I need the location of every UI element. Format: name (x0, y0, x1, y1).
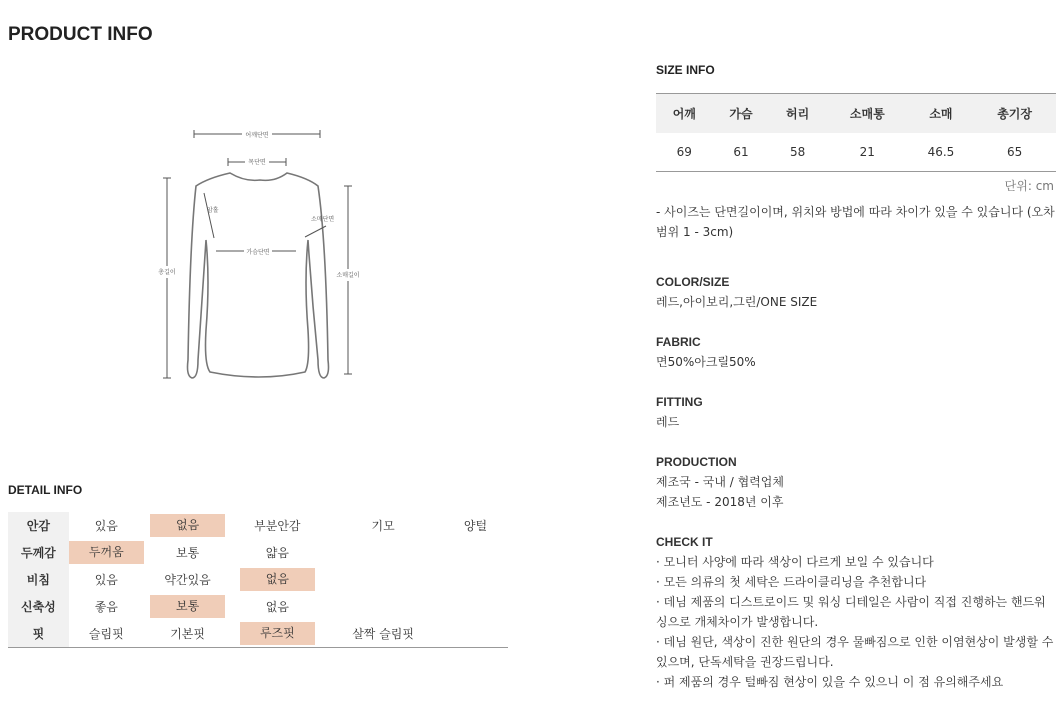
size-header-cell: 가슴 (713, 94, 770, 134)
detail-option-selected: 루즈핏 (240, 622, 315, 645)
chest-label: 가슴단면 (246, 249, 270, 256)
check-list (656, 552, 1056, 692)
detail-option (323, 539, 443, 566)
page-title: PRODUCT INFO (8, 24, 153, 45)
size-header-cell: 소매 (909, 94, 974, 134)
sleeve-length-label: 소매길이 (336, 272, 360, 279)
detail-option-text: 약간있음 (164, 573, 211, 587)
detail-option (443, 620, 508, 648)
detail-option (144, 593, 232, 620)
detail-row-label: 신축성 (8, 593, 69, 620)
sleeve-width-label: 소매단면 (311, 216, 335, 223)
size-info-table (656, 93, 1056, 172)
detail-option-text: 얇음 (265, 546, 289, 560)
check-item: · 데님 제품의 디스트로이드 및 워싱 디테일은 사람이 직접 진행하는 핸드워싱으로 개체차이가 발생합니다. (656, 595, 1046, 629)
detail-option-text: 기본핏 (170, 627, 205, 641)
detail-option (144, 566, 232, 593)
size-info-title: SIZE INFO (656, 63, 715, 77)
detail-option (144, 539, 232, 566)
shoulder-label: 어깨단면 (245, 132, 269, 139)
detail-option (69, 566, 144, 593)
check-it-heading: CHECK IT (656, 535, 713, 549)
detail-option (323, 566, 443, 593)
detail-option-selected: 보통 (150, 595, 225, 618)
fitting-value: 레드 (656, 415, 680, 429)
unit-label: 단위: cm (1004, 179, 1054, 193)
size-value-cell: 21 (826, 133, 909, 172)
detail-option (231, 512, 323, 539)
detail-option-text: 슬림핏 (88, 627, 124, 641)
detail-info-title: DETAIL INFO (8, 483, 83, 497)
detail-option (231, 620, 323, 648)
size-header-cell: 총기장 (973, 94, 1056, 134)
production-country: 제조국 - 국내 / 협력업체 (656, 475, 784, 489)
detail-option (231, 593, 323, 620)
detail-option-text: 보통 (176, 546, 200, 560)
garment-diagram (150, 120, 380, 390)
detail-option (231, 539, 323, 566)
detail-row (8, 620, 508, 648)
detail-option-text: 살짝 슬림핏 (352, 627, 414, 641)
detail-option (323, 620, 443, 648)
size-header-cell: 허리 (769, 94, 826, 134)
detail-row (8, 539, 508, 566)
production-year: 제조년도 - 2018년 이후 (656, 495, 784, 509)
size-value-cell: 58 (769, 133, 826, 172)
size-value-cell: 61 (713, 133, 770, 172)
fabric-heading: FABRIC (656, 335, 701, 349)
check-item: · 퍼 제품의 경우 털빠짐 현상이 있을 수 있으니 이 점 유의해주세요 (656, 675, 1004, 689)
detail-option-text: 양털 (463, 519, 488, 533)
size-header-cell: 어깨 (656, 94, 713, 134)
detail-option-text: 좋음 (94, 600, 118, 614)
check-item: · 모니터 사양에 따라 색상이 다르게 보일 수 있습니다 (656, 555, 934, 569)
size-header-cell: 소매통 (826, 94, 909, 134)
detail-row-label: 비침 (8, 566, 69, 593)
detail-row (8, 566, 508, 593)
detail-option (69, 512, 144, 539)
detail-option (443, 512, 508, 539)
total-length-label: 총길이 (158, 269, 176, 276)
detail-row-label: 핏 (8, 620, 69, 648)
detail-option-text: 없음 (265, 600, 289, 614)
size-value-cell: 65 (973, 133, 1056, 172)
detail-row-label: 두께감 (8, 539, 69, 566)
detail-option-text: 있음 (94, 573, 118, 587)
detail-option-text: 있음 (94, 519, 118, 533)
detail-row (8, 593, 508, 620)
color-size-heading: COLOR/SIZE (656, 275, 730, 289)
check-item: · 모든 의류의 첫 세탁은 드라이클리닝을 추천합니다 (656, 575, 927, 589)
detail-option (69, 620, 144, 648)
fabric-value: 면50%아크릴50% (656, 355, 756, 369)
detail-option (443, 539, 508, 566)
detail-option-selected: 없음 (240, 568, 315, 591)
detail-option (69, 593, 144, 620)
neck-label: 목단면 (248, 159, 266, 166)
detail-option-selected: 두꺼움 (69, 541, 144, 564)
detail-option (69, 539, 144, 566)
detail-option (231, 566, 323, 593)
detail-info-table (8, 512, 508, 648)
detail-row-label: 안감 (8, 512, 69, 539)
size-value-cell: 46.5 (909, 133, 974, 172)
production-heading: PRODUCTION (656, 455, 737, 469)
size-value-cell: 69 (656, 133, 713, 172)
fitting-heading: FITTING (656, 395, 703, 409)
detail-option-text: 부분안감 (254, 519, 301, 533)
check-item: · 데님 원단, 색상이 진한 원단의 경우 물빠짐으로 인한 이염현상이 발생할 수 있으며, 단독세탁을 권장드립니다. (656, 635, 1054, 669)
size-note: - 사이즈는 단면길이이며, 위치와 방법에 따라 차이가 있을 수 있습니다 (오차범위 1 - 3cm) (656, 205, 1055, 239)
detail-option (144, 512, 232, 539)
detail-option (443, 593, 508, 620)
detail-row (8, 512, 508, 539)
detail-option (144, 620, 232, 648)
detail-option-text: 기모 (371, 519, 395, 533)
detail-option (323, 593, 443, 620)
detail-option (323, 512, 443, 539)
armhole-label: 암홀 (207, 207, 219, 214)
detail-option-selected: 없음 (150, 514, 225, 537)
detail-option (443, 566, 508, 593)
color-size-value: 레드,아이보리,그린/ONE SIZE (656, 295, 818, 309)
